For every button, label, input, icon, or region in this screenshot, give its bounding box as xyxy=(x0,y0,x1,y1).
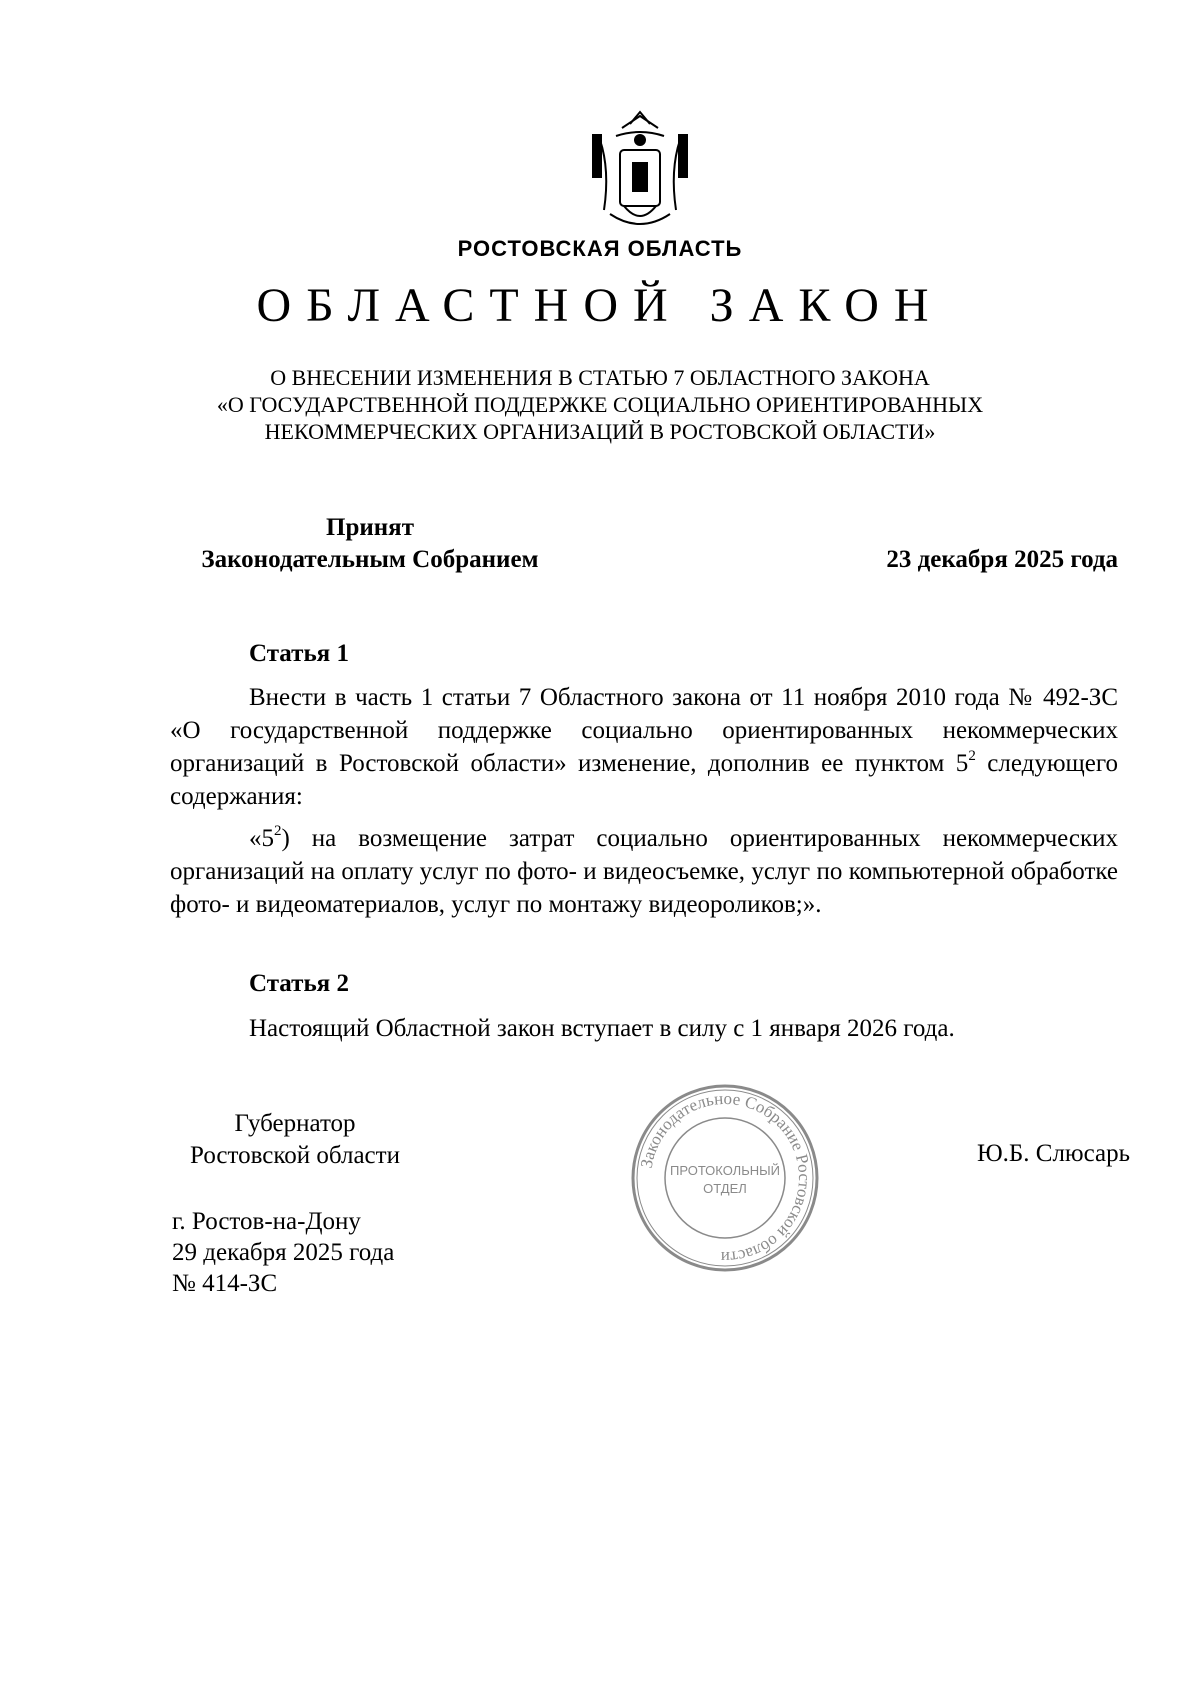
place-date: 29 декабря 2025 года xyxy=(172,1239,395,1266)
coat-of-arms-icon xyxy=(580,110,700,238)
article-1-paragraph-1: Внести в часть 1 статьи 7 Областного закона от 11 ноября 2010 года № 492-ЗС «О государственной поддержке социально ориентированных некоммерческих организаций в Ростовской области» изменение, дополнив ее пунктом $5^2$ следующего содержания: xyxy=(170,684,1118,810)
adoption-block xyxy=(170,512,570,576)
signer-name: Ю.Б. Слюсарь xyxy=(976,1140,1130,1167)
official-stamp xyxy=(630,1083,820,1273)
place-date-number xyxy=(172,1206,394,1299)
article-1-paragraph-2: «$5^2$) на возмещение затрат социально ориентированных некоммерческих организаций на оплату услуг по фото- и видеосъемке, услуг по компьютерной обработке фото- и видеоматериалов, услуг по монтажу видеороликов;». xyxy=(170,822,1118,918)
subject-line: НЕКОММЕРЧЕСКИХ ОРГАНИЗАЦИЙ В РОСТОВСКОЙ ОБЛАСТИ» xyxy=(264,419,936,444)
article-1-heading: Статья 1 xyxy=(249,640,349,667)
article-2-heading: Статья 2 xyxy=(249,970,349,997)
subject-line: О ВНЕСЕНИИ ИЗМЕНЕНИЯ В СТАТЬЮ 7 ОБЛАСТНОГО ЗАКОНА xyxy=(270,365,930,390)
governor-title xyxy=(170,1108,420,1172)
place-city: г. Ростов-на-Дону xyxy=(172,1208,361,1235)
stamp-ring-text: Законодательное Собрание Ростовской области xyxy=(636,1088,815,1268)
region-name: РОСТОВСКАЯ ОБЛАСТЬ xyxy=(457,236,743,261)
subject-line: «О ГОСУДАРСТВЕННОЙ ПОДДЕРЖКЕ СОЦИАЛЬНО ОРИЕНТИРОВАННЫХ xyxy=(216,392,984,417)
adoption-date: 23 декабря 2025 года xyxy=(886,546,1118,573)
governor-line: Губернатор xyxy=(234,1110,356,1137)
article-2-text: Настоящий Областной закон вступает в силу с 1 января 2026 года. xyxy=(249,1015,955,1042)
law-subject xyxy=(0,364,1200,445)
stamp-center-line: ПРОТОКОЛЬНЫЙ xyxy=(669,1163,781,1178)
governor-line: Ростовской области xyxy=(190,1142,400,1169)
law-number: № 414-ЗС xyxy=(172,1270,278,1297)
law-title: ОБЛАСТНОЙ ЗАКОН xyxy=(256,279,944,332)
adoption-line: Принят xyxy=(326,514,414,541)
stamp-center-line: ОТДЕЛ xyxy=(703,1181,747,1196)
adoption-body: Законодательным Собранием xyxy=(201,546,539,573)
